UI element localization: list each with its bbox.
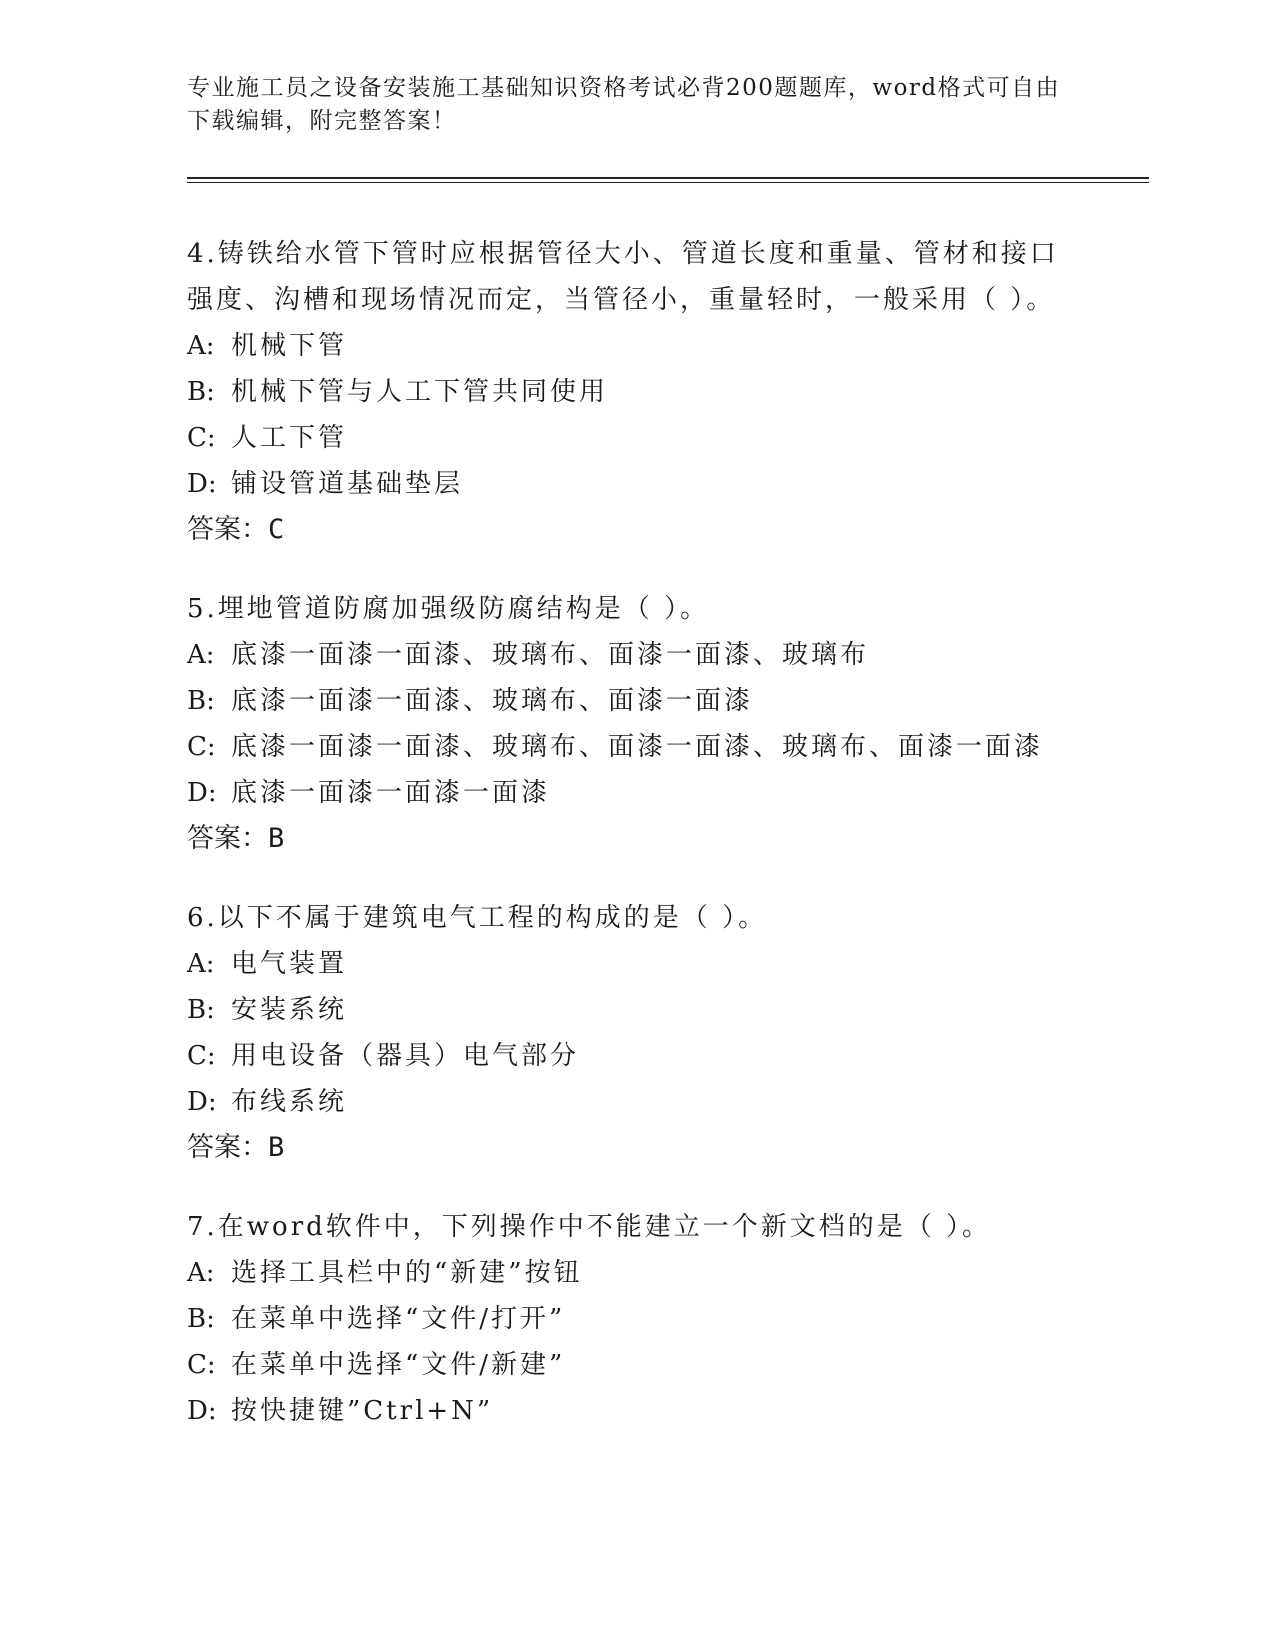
answer-value: B	[268, 823, 285, 854]
option-label: C:	[187, 732, 216, 762]
question-6	[187, 895, 1087, 1171]
option-text: 用电设备（器具）电气部分	[231, 1041, 580, 1071]
option-label: D:	[187, 1396, 217, 1426]
question-list	[187, 231, 1087, 1467]
option-label: B:	[187, 995, 215, 1025]
question-stem: 7.在word软件中，下列操作中不能建立一个新文档的是（ ）。	[187, 1212, 992, 1242]
option-d	[187, 770, 1087, 816]
option-label: C:	[187, 1350, 216, 1380]
option-b	[187, 987, 1087, 1033]
option-text: 布线系统	[231, 1087, 348, 1117]
option-text: 机械下管	[231, 331, 348, 361]
option-d	[187, 1388, 1087, 1434]
option-label: D:	[187, 469, 217, 499]
option-a	[187, 1250, 1087, 1296]
option-a	[187, 632, 1087, 678]
option-text: 选择工具栏中的“新建”按钮	[231, 1258, 583, 1288]
option-label: D:	[187, 1087, 217, 1117]
option-text: 按快捷键”Ctrl+N”	[231, 1396, 494, 1426]
option-c	[187, 1342, 1087, 1388]
answer-line	[187, 816, 1087, 862]
option-text: 底漆一面漆一面漆、玻璃布、面漆一面漆、玻璃布、面漆一面漆	[231, 732, 1044, 762]
option-label: B:	[187, 686, 215, 716]
option-c	[187, 415, 1087, 461]
option-label: B:	[187, 377, 215, 407]
option-b	[187, 678, 1087, 724]
option-label: C:	[187, 1041, 216, 1071]
question-stem: 5.埋地管道防腐加强级防腐结构是（ ）。	[187, 594, 710, 624]
question-stem: 4.铸铁给水管下管时应根据管径大小、管道长度和重量、管材和接口强度、沟槽和现场情况而定，当管径小，重量轻时，一般采用（ ）。	[187, 239, 1059, 315]
option-d	[187, 1079, 1087, 1125]
option-text: 在菜单中选择“文件/新建”	[231, 1350, 566, 1380]
option-label: C:	[187, 423, 216, 453]
question-5	[187, 586, 1087, 862]
option-text: 底漆一面漆一面漆、玻璃布、面漆一面漆、玻璃布	[231, 640, 870, 670]
option-c	[187, 1033, 1087, 1079]
option-text: 机械下管与人工下管共同使用	[231, 377, 609, 407]
option-a	[187, 941, 1087, 987]
option-a	[187, 323, 1087, 369]
answer-label: 答案：	[187, 1132, 268, 1163]
option-d	[187, 461, 1087, 507]
option-text: 人工下管	[231, 423, 348, 453]
answer-label: 答案：	[187, 514, 268, 545]
option-text: 底漆一面漆一面漆一面漆	[231, 778, 551, 808]
answer-line	[187, 1125, 1087, 1171]
answer-line	[187, 507, 1087, 553]
question-7	[187, 1204, 1087, 1434]
option-text: 在菜单中选择“文件/打开”	[231, 1304, 566, 1334]
option-b	[187, 1296, 1087, 1342]
option-text: 铺设管道基础垫层	[231, 469, 464, 499]
option-b	[187, 369, 1087, 415]
option-text: 安装系统	[231, 995, 348, 1025]
option-label: D:	[187, 778, 217, 808]
document-header: 专业施工员之设备安装施工基础知识资格考试必背200题题库，word格式可自由下载编辑，附完整答案！	[187, 75, 1061, 134]
answer-label: 答案：	[187, 823, 268, 854]
question-4	[187, 231, 1087, 553]
option-label: B:	[187, 1304, 215, 1334]
question-stem: 6.以下不属于建筑电气工程的构成的是（ ）。	[187, 903, 768, 933]
option-label: A:	[187, 640, 215, 670]
option-label: A:	[187, 949, 215, 979]
option-text: 底漆一面漆一面漆、玻璃布、面漆一面漆	[231, 686, 754, 716]
header-rule-thick	[187, 177, 1149, 179]
option-text: 电气装置	[231, 949, 348, 979]
option-label: A:	[187, 331, 215, 361]
option-c	[187, 724, 1087, 770]
answer-value: B	[268, 1132, 285, 1163]
header-rule-thin	[187, 182, 1149, 183]
option-label: A:	[187, 1258, 215, 1288]
answer-value: C	[268, 514, 285, 545]
